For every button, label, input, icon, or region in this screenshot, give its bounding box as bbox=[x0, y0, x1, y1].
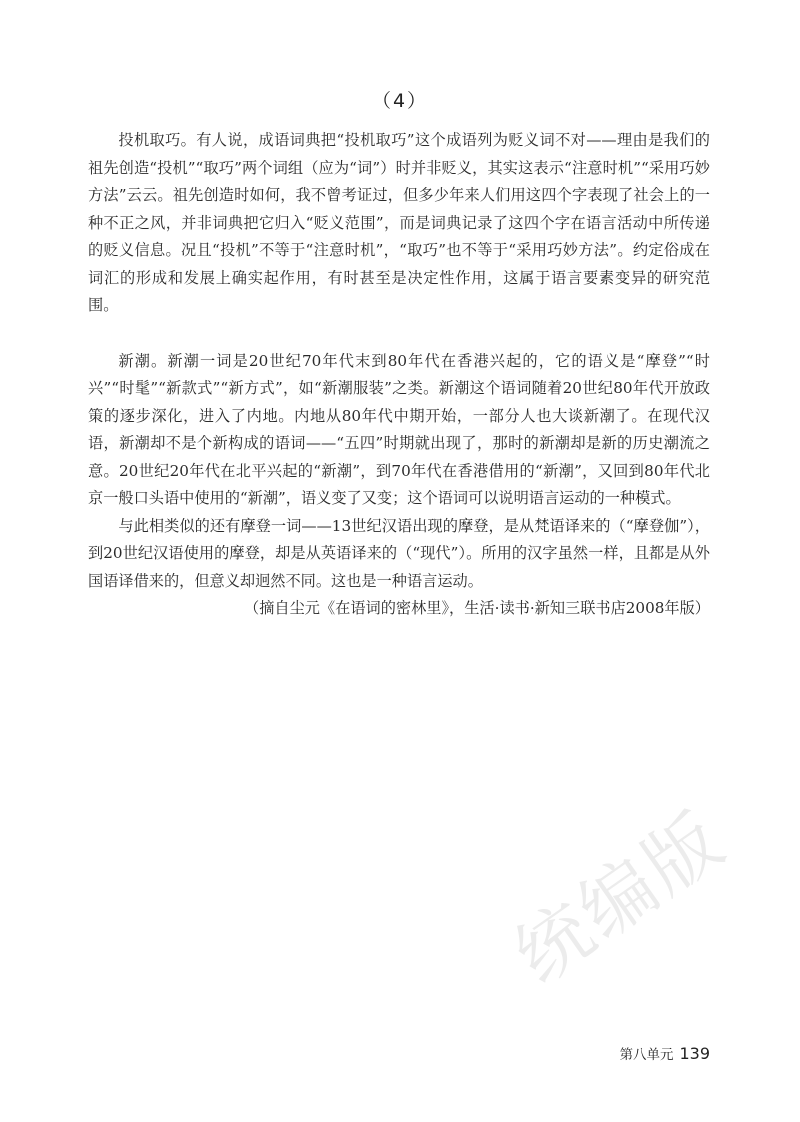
paragraph-toujiqiqiao: 投机取巧。有人说，成语词典把“投机取巧”这个成语列为贬义词不对——理由是我们的祖先创造“投机”“取巧”两个词组（应为“词”）时并非贬义，其实这表示“注意时机”“采用巧妙方法”云云。祖先创造时如何，我不曾考证过，但多少年来人们用这四个字表现了社会上的一种不正之风，并非词典把它归入“贬义范围”，而是词典记录了这四个字在语言活动中所传递的贬义信息。况且“投机”不等于“注意时机”，“取巧”也不等于“采用巧妙方法”。约定俗成在词汇的形成和发展上确实起作用，有时甚至是决定性作用，这属于语言要素变异的研究范围。 bbox=[88, 131, 710, 314]
source-citation: （摘自尘元《在语词的密林里》，生活·读书·新知三联书店2008年版） bbox=[244, 599, 710, 617]
watermark: 统编版 bbox=[499, 795, 741, 1001]
unit-label: 第八单元 bbox=[619, 1047, 674, 1063]
paragraph-modeng: 与此相类似的还有摩登一词——13世纪汉语出现的摩登，是从梵语译来的（“摩登伽”），到20世纪汉语使用的摩登，却是从英语译来的（“现代”）。所用的汉字虽然一样，且都是从外国语译借来的，但意义却迥然不同。这也是一种语言运动。 bbox=[88, 516, 710, 590]
page-number: 139 bbox=[679, 1044, 710, 1063]
paragraph-xinchao: 新潮。新潮一词是20世纪70年代末到80年代在香港兴起的，它的语义是“摩登”“时兴”“时髦”“新款式”“新方式”，如“新潮服装”之类。新潮这个语词随着20世纪80年代开放政策的逐步深化，进入了内地。内地从80年代中期开始，一部分人也大谈新潮了。在现代汉语，新潮却不是个新构成的语词——“五四”时期就出现了，那时的新潮却是新的历史潮流之意。20世纪20年代在北平兴起的“新潮”，到70年代在香港借用的“新潮”，又回到80年代北京一般口头语中使用的“新潮”，语义变了又变；这个语词可以说明语言运动的一种模式。 bbox=[88, 351, 710, 507]
section-heading: （4） bbox=[371, 90, 429, 112]
page-footer bbox=[619, 1043, 710, 1063]
article-body bbox=[88, 127, 710, 623]
